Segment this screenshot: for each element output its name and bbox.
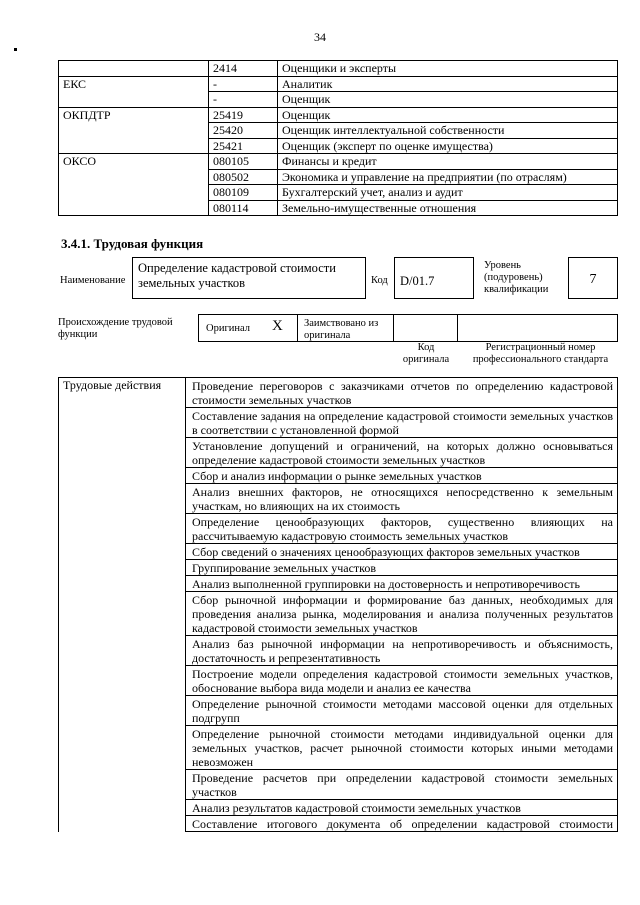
regnum-caption: Регистрационный номер профессионального стандарта	[472, 342, 609, 365]
labor-action-item: Анализ баз рыночной информации на непротиворечивость и объяснимость, достаточность и репрезентативность	[186, 636, 618, 666]
classifier-code: 080109	[209, 185, 278, 201]
labor-action-item: Анализ выполненной группировки на достоверность и непротиворечивость	[186, 576, 618, 592]
level-box	[568, 257, 618, 299]
function-code-box	[394, 257, 474, 299]
labor-action-item: Проведение переговоров с заказчиками отчетов по определению кадастровой стоимости земельных участков	[186, 378, 618, 408]
classifier-name	[59, 138, 209, 154]
classifier-name	[59, 92, 209, 108]
function-name: Определение кадастровой стоимости земельных участков	[138, 261, 336, 290]
function-code: D/01.7	[400, 274, 435, 288]
classification-row	[59, 61, 618, 77]
classifier-code: 2414	[209, 61, 278, 77]
labor-action-item: Составление задания на определение кадастровой стоимости земельных участков в соответствии с установленной формой	[186, 408, 618, 438]
classification-row	[59, 169, 618, 185]
classifier-name	[59, 169, 209, 185]
classifier-code: 25421	[209, 138, 278, 154]
classifier-name: ОКСО	[59, 154, 209, 170]
labor-actions-table	[58, 377, 618, 832]
page-number: 34	[314, 30, 326, 44]
labor-actions-label: Трудовые действия	[59, 378, 186, 832]
classifier-title: Оценщик (эксперт по оценке имущества)	[278, 138, 618, 154]
classification-row	[59, 138, 618, 154]
classifier-name	[59, 61, 209, 77]
classifier-title: Оценщик	[278, 92, 618, 108]
classifier-title: Оценщики и эксперты	[278, 61, 618, 77]
classification-row	[59, 200, 618, 216]
labor-action-item: Анализ результатов кадастровой стоимости земельных участков	[186, 800, 618, 816]
classification-row	[59, 92, 618, 108]
classification-table	[58, 60, 618, 216]
classifier-title: Аналитик	[278, 76, 618, 92]
code-label: Код	[371, 275, 388, 286]
classifier-title: Оценщик интеллектуальной собственности	[278, 123, 618, 139]
regnum-box	[457, 314, 618, 342]
classifier-name	[59, 185, 209, 201]
classification-row	[59, 123, 618, 139]
original-mark: X	[272, 318, 283, 334]
classifier-title: Экономика и управление на предприятии (по отраслям)	[278, 169, 618, 185]
classifier-title: Земельно-имущественные отношения	[278, 200, 618, 216]
classifier-code: 080114	[209, 200, 278, 216]
original-label: Оригинал	[206, 323, 250, 334]
labor-action-item: Сбор рыночной информации и формирование баз данных, необходимых для проведения анализа рынка, моделирования и анализа полученных результатов кадастровой стоимости земельных участков	[186, 592, 618, 636]
labor-action-item: Проведение расчетов при определении кадастровой стоимости земельных участков	[186, 770, 618, 800]
level-label: Уровень (подуровень) квалификации	[484, 260, 549, 295]
classifier-code: -	[209, 92, 278, 108]
origin-code-box	[393, 314, 458, 342]
labor-action-item: Анализ внешних факторов, не относящихся непосредственно к земельным участкам, но влияющих на их стоимость	[186, 484, 618, 514]
name-label: Наименование	[60, 275, 126, 286]
labor-action-item: Определение ценообразующих факторов, существенно влияющих на рассчитываемую кадастровую стоимость земельных участков	[186, 514, 618, 544]
classifier-code: 25420	[209, 123, 278, 139]
classifier-name	[59, 200, 209, 216]
original-box	[198, 314, 298, 342]
classifier-code: 080502	[209, 169, 278, 185]
labor-action-row	[59, 378, 618, 408]
classifier-title: Бухгалтерский учет, анализ и аудит	[278, 185, 618, 201]
labor-action-item: Установление допущений и ограничений, на которых должно основываться определение кадастровой стоимости земельных участков	[186, 438, 618, 468]
origin-label: Происхождение трудовой функции	[58, 317, 173, 340]
labor-action-item: Определение рыночной стоимости методами индивидуальной оценки для земельных участков, расчет рыночной стоимости которых иными методами невозможен	[186, 726, 618, 770]
scan-mark	[14, 48, 17, 51]
classification-row	[59, 107, 618, 123]
labor-action-item: Определение рыночной стоимости методами массовой оценки для отдельных подгрупп	[186, 696, 618, 726]
classifier-name	[59, 123, 209, 139]
classifier-code: -	[209, 76, 278, 92]
labor-action-item: Построение модели определения кадастровой стоимости земельных участков, обоснование выбора вида модели и анализ ее качества	[186, 666, 618, 696]
borrowed-box	[297, 314, 394, 342]
classifier-title: Оценщик	[278, 107, 618, 123]
classifier-title: Финансы и кредит	[278, 154, 618, 170]
classifier-code: 080105	[209, 154, 278, 170]
level-value: 7	[589, 272, 597, 287]
classification-row	[59, 76, 618, 92]
classifier-name: ОКПДТР	[59, 107, 209, 123]
section-title: 3.4.1. Трудовая функция	[61, 236, 204, 251]
labor-action-item: Составление итогового документа об определении кадастровой стоимости	[186, 816, 618, 832]
classifier-code: 25419	[209, 107, 278, 123]
labor-action-item: Сбор сведений о значениях ценообразующих факторов земельных участков	[186, 544, 618, 560]
labor-action-item: Сбор и анализ информации о рынке земельных участков	[186, 468, 618, 484]
function-name-box	[132, 257, 366, 299]
borrowed-label: Заимствовано из оригинала	[304, 318, 379, 341]
classification-row	[59, 185, 618, 201]
origin-code-caption: Код оригинала	[402, 342, 450, 365]
classification-row	[59, 154, 618, 170]
labor-action-item: Группирование земельных участков	[186, 560, 618, 576]
classifier-name: ЕКС	[59, 76, 209, 92]
